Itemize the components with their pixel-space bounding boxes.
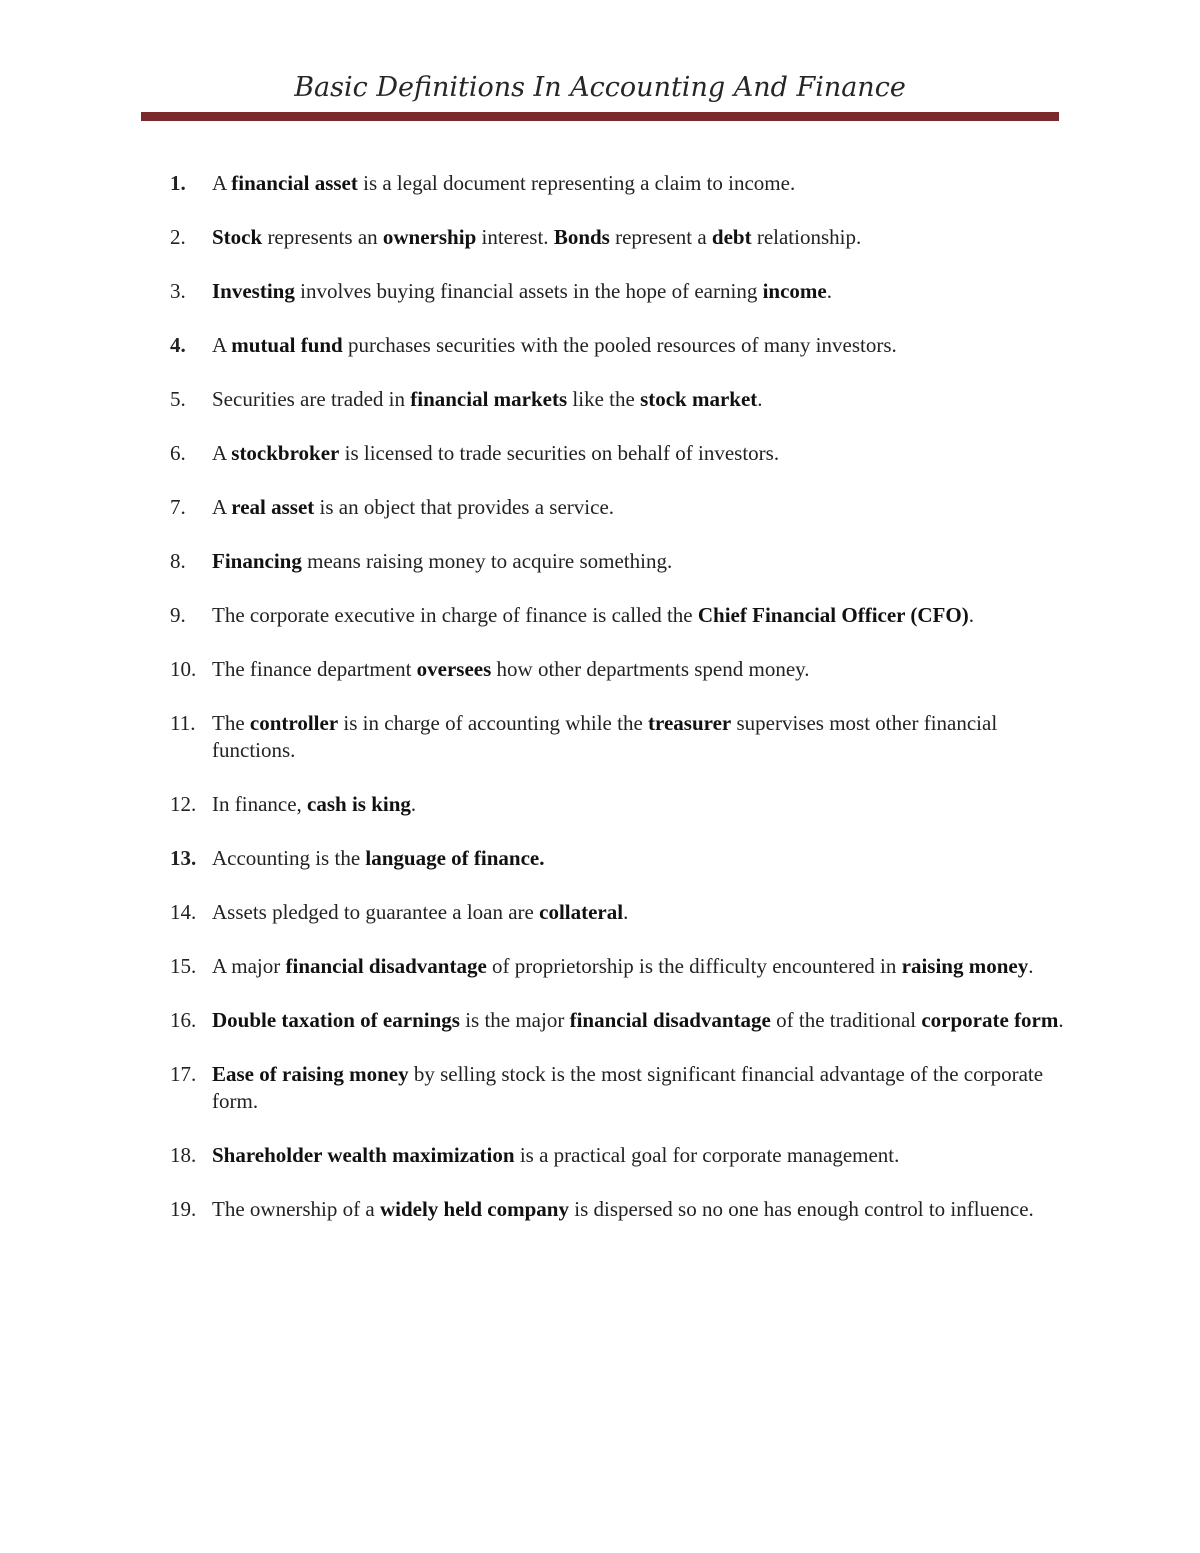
definition-item <box>170 440 1070 467</box>
definition-term: language of finance. <box>365 846 545 870</box>
definition-fragment: is dispersed so no one has enough control to influence. <box>568 1197 1034 1221</box>
definition-text <box>212 386 1070 413</box>
definition-term: stockbroker <box>231 441 340 465</box>
definition-fragment: . <box>968 603 974 627</box>
definition-text <box>212 440 1070 467</box>
definition-fragment: A <box>212 333 232 357</box>
definition-fragment: is in charge of accounting while the <box>338 711 649 735</box>
definition-term: financial markets <box>410 387 568 411</box>
definition-number: 10. <box>170 657 197 681</box>
definition-item <box>170 332 1070 359</box>
definition-number: 6. <box>170 441 186 465</box>
definition-number: 3. <box>170 279 186 303</box>
definition-term: Chief Financial Officer (CFO) <box>697 603 969 627</box>
definition-fragment: of proprietorship is the difficulty encountered in <box>486 954 902 978</box>
definition-fragment: interest. <box>476 225 554 249</box>
definition-fragment: by selling stock is the most significant financial advantage of the corporate form. <box>212 1062 1044 1113</box>
definition-term: ownership <box>382 225 477 249</box>
definition-number: 15. <box>170 954 197 978</box>
definition-item <box>170 791 1070 818</box>
definition-text <box>212 548 1070 575</box>
definition-term: debt <box>711 225 752 249</box>
definition-item <box>170 656 1070 683</box>
definition-number: 2. <box>170 225 186 249</box>
definition-fragment: . <box>1028 954 1034 978</box>
definition-number: 14. <box>170 900 197 924</box>
definition-number: 19. <box>170 1197 197 1221</box>
definition-number: 17. <box>170 1062 197 1086</box>
page-title: Basic Definitions In Accounting And Finance <box>294 72 906 103</box>
definition-fragment: supervises most other financial functions. <box>212 711 998 762</box>
definition-text <box>212 494 1070 521</box>
definition-term: real asset <box>231 495 315 519</box>
definition-number: 16. <box>170 1008 197 1032</box>
definition-number: 18. <box>170 1143 197 1167</box>
definition-item <box>170 278 1070 305</box>
definition-fragment: . <box>826 279 832 303</box>
definition-term: widely held company <box>379 1197 569 1221</box>
definition-term: stock market <box>640 387 758 411</box>
definition-term: income <box>762 279 827 303</box>
definition-fragment: A <box>212 441 232 465</box>
definition-term: corporate form <box>921 1008 1059 1032</box>
definition-text <box>212 1142 1070 1169</box>
definition-fragment: is a practical goal for corporate management. <box>514 1143 900 1167</box>
definition-fragment: Accounting is the <box>212 846 366 870</box>
definition-item <box>170 224 1070 251</box>
definitions-list <box>170 170 1070 1250</box>
definition-fragment: The ownership of a <box>212 1197 380 1221</box>
definition-item <box>170 170 1070 197</box>
definition-term: oversees <box>416 657 492 681</box>
definition-number: 9. <box>170 603 186 627</box>
definition-fragment: A <box>212 171 232 195</box>
definition-fragment: Assets pledged to guarantee a loan are <box>212 900 540 924</box>
definition-fragment: is a legal document representing a claim to income. <box>357 171 796 195</box>
definition-term: Investing <box>212 279 295 303</box>
definition-item <box>170 953 1070 980</box>
definition-number: 11. <box>170 711 196 735</box>
definition-item <box>170 494 1070 521</box>
definition-number: 13. <box>170 846 197 870</box>
definition-fragment: Securities are traded in <box>212 387 411 411</box>
definition-term: Bonds <box>553 225 610 249</box>
definition-text <box>212 170 1070 197</box>
definition-item <box>170 710 1070 764</box>
definition-term: Ease of raising money <box>212 1062 409 1086</box>
definition-term: Financing <box>212 549 302 573</box>
definition-fragment: of the traditional <box>770 1008 922 1032</box>
definition-item <box>170 548 1070 575</box>
definition-fragment: . <box>757 387 763 411</box>
definition-fragment: The corporate executive in charge of finance is called the <box>212 603 698 627</box>
definition-term: cash is king <box>307 792 411 816</box>
definition-text <box>212 791 1070 818</box>
definition-fragment: means raising money to acquire something. <box>301 549 673 573</box>
definition-fragment: The <box>212 711 250 735</box>
definition-number: 1. <box>170 171 186 195</box>
definition-term: Stock <box>212 225 263 249</box>
definition-text <box>212 656 1070 683</box>
definition-fragment: how other departments spend money. <box>491 657 810 681</box>
definition-text <box>212 1007 1070 1034</box>
definition-fragment: represent a <box>609 225 712 249</box>
definition-number: 4. <box>170 333 186 357</box>
definition-number: 12. <box>170 792 197 816</box>
definition-number: 7. <box>170 495 186 519</box>
definition-text <box>212 278 1070 305</box>
title-rule <box>141 112 1059 121</box>
definition-item <box>170 1061 1070 1115</box>
definition-text <box>212 224 1070 251</box>
definition-term: financial disadvantage <box>285 954 487 978</box>
definition-text <box>212 332 1070 359</box>
definition-fragment: . <box>623 900 629 924</box>
definition-term: financial asset <box>231 171 358 195</box>
definition-fragment: . <box>1058 1008 1064 1032</box>
definition-number: 5. <box>170 387 186 411</box>
definition-text <box>212 1196 1070 1223</box>
definition-fragment: represents an <box>262 225 383 249</box>
definition-item <box>170 602 1070 629</box>
definition-fragment: A <box>212 495 232 519</box>
definition-fragment: is the major <box>459 1008 570 1032</box>
definition-fragment: The finance department <box>212 657 417 681</box>
definition-term: Double taxation of earnings <box>212 1008 460 1032</box>
definition-text <box>212 953 1070 980</box>
definition-fragment: purchases securities with the pooled resources of many investors. <box>342 333 897 357</box>
definition-number: 8. <box>170 549 186 573</box>
definition-item <box>170 1007 1070 1034</box>
definition-fragment: involves buying financial assets in the hope of earning <box>294 279 763 303</box>
definition-term: financial disadvantage <box>569 1008 771 1032</box>
definition-fragment: . <box>410 792 417 816</box>
definition-text <box>212 845 1070 872</box>
definition-term: raising money <box>901 954 1029 978</box>
definition-text <box>212 1061 1070 1115</box>
definition-fragment: relationship. <box>751 225 862 249</box>
definition-term: controller <box>249 711 339 735</box>
definition-item <box>170 1142 1070 1169</box>
definition-item <box>170 899 1070 926</box>
definition-fragment: like the <box>567 387 641 411</box>
definition-text <box>212 710 1070 764</box>
definition-fragment: In finance, <box>212 792 308 816</box>
definition-fragment: is an object that provides a service. <box>314 495 615 519</box>
definition-fragment: is licensed to trade securities on behalf of investors. <box>339 441 780 465</box>
definition-item <box>170 845 1070 872</box>
definition-term: treasurer <box>648 711 732 735</box>
definition-item <box>170 1196 1070 1223</box>
definition-term: mutual fund <box>231 333 343 357</box>
definition-item <box>170 386 1070 413</box>
definition-term: Shareholder wealth maximization <box>212 1143 515 1167</box>
definition-text <box>212 602 1070 629</box>
definition-term: collateral <box>539 900 624 924</box>
definition-fragment: A major <box>212 954 286 978</box>
definition-text <box>212 899 1070 926</box>
